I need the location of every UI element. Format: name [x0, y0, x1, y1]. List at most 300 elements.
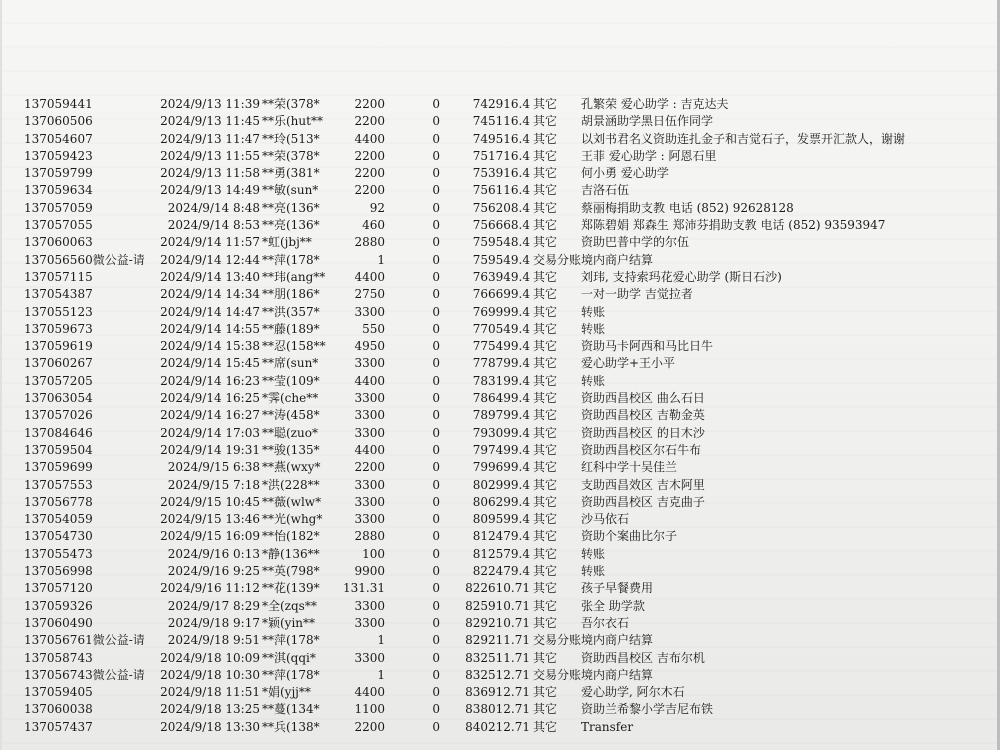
row-debit: 0 [432, 148, 440, 163]
table-row [0, 580, 1000, 597]
row-time: 2024/9/14 14:55 [160, 321, 260, 336]
row-amount: 3300 [354, 408, 385, 423]
row-category: 其它 [533, 615, 558, 630]
table-row [0, 131, 1000, 148]
row-payer: *颖(yin** [262, 615, 316, 630]
row-balance: 756208.4 [472, 200, 530, 215]
row-note: 何小勇 爱心助学 [581, 166, 669, 181]
table-row [0, 546, 1000, 563]
row-time: 2024/9/14 8:48 [167, 200, 260, 215]
table-row [0, 113, 1000, 130]
row-payer: **亮(136* [262, 218, 320, 233]
row-category: 其它 [533, 650, 558, 665]
row-note: 张全 助学款 [581, 598, 645, 613]
row-id: 137059673 [24, 321, 93, 336]
row-note: 资助西昌校区 吉克曲子 [581, 494, 705, 509]
row-time: 2024/9/13 11:45 [160, 114, 260, 129]
row-amount: 3300 [354, 425, 385, 440]
row-id: 137056743微公益-请 [24, 667, 145, 682]
row-debit: 0 [432, 425, 440, 440]
row-payer: **荣(378* [262, 148, 320, 163]
row-note: 郑陈碧娟 郑森生 郑沛芬捐助支教 电话 (852) 93593947 [581, 218, 886, 233]
row-amount: 2880 [354, 529, 385, 544]
table-row [0, 252, 1000, 269]
row-time: 2024/9/14 15:38 [160, 339, 260, 354]
row-debit: 0 [432, 287, 440, 302]
row-amount: 4400 [354, 373, 385, 388]
row-payer: **蔓(134* [262, 702, 320, 717]
row-id: 137054059 [24, 512, 93, 527]
row-balance: 822479.4 [472, 564, 530, 579]
row-balance: 745116.4 [472, 114, 530, 129]
row-balance: 751716.4 [472, 148, 530, 163]
table-row [0, 165, 1000, 182]
row-amount: 4400 [354, 269, 385, 284]
table-row [0, 650, 1000, 667]
row-note: 转账 [581, 373, 606, 388]
row-category: 其它 [533, 373, 558, 388]
row-payer: *霁(che** [262, 391, 319, 406]
row-payer: **燕(wxy* [262, 460, 321, 475]
row-balance: 840212.71 [465, 719, 530, 734]
row-id: 137060063 [24, 235, 93, 250]
table-row [0, 321, 1000, 338]
table-row [0, 684, 1000, 701]
row-payer: **亮(136* [262, 200, 320, 215]
row-category: 其它 [533, 460, 558, 475]
table-row [0, 615, 1000, 632]
row-balance: 775499.4 [472, 339, 530, 354]
row-category: 其它 [533, 408, 558, 423]
row-category: 其它 [533, 166, 558, 181]
row-id: 137055473 [24, 546, 93, 561]
row-note: 转账 [581, 564, 606, 579]
table-row [0, 719, 1000, 736]
row-payer: **玮(ang** [262, 269, 326, 284]
row-debit: 0 [432, 166, 440, 181]
row-note: 以刘书君名义资助连扎金子和吉觉石子，发票开汇款人，谢谢 [581, 131, 906, 146]
row-debit: 0 [432, 321, 440, 336]
row-category: 其它 [533, 339, 558, 354]
row-balance: 832512.71 [465, 667, 530, 682]
row-category: 其它 [533, 321, 558, 336]
row-category: 其它 [533, 564, 558, 579]
row-payer: **涛(458* [262, 408, 320, 423]
row-payer: **萍(178* [262, 252, 320, 267]
row-time: 2024/9/16 0:13 [167, 546, 260, 561]
row-note: 爱心助学, 阿尔木石 [581, 685, 685, 700]
row-debit: 0 [432, 304, 440, 319]
row-id: 137057120 [24, 581, 93, 596]
row-payer: **淇(qqi* [262, 650, 316, 665]
row-time: 2024/9/15 16:09 [160, 529, 260, 544]
row-id: 137063054 [24, 391, 93, 406]
row-debit: 0 [432, 477, 440, 492]
row-category: 其它 [533, 304, 558, 319]
row-id: 137056761微公益-请 [24, 633, 145, 648]
row-payer: **敏(sun* [262, 183, 319, 198]
row-note: 爱心助学+王小平 [581, 356, 676, 371]
row-category: 交易分账 [533, 633, 582, 648]
row-note: 支助西昌效区 吉木阿里 [581, 477, 705, 492]
row-id: 137059405 [24, 685, 93, 700]
row-balance: 809599.4 [472, 512, 530, 527]
row-balance: 756668.4 [472, 218, 530, 233]
row-amount: 3300 [354, 477, 385, 492]
row-amount: 3300 [354, 304, 385, 319]
table-row [0, 477, 1000, 494]
row-time: 2024/9/14 16:27 [160, 408, 260, 423]
row-debit: 0 [432, 97, 440, 111]
row-amount: 1 [377, 667, 385, 682]
row-payer: **藤(189* [262, 321, 320, 336]
row-amount: 460 [362, 218, 385, 233]
row-amount: 100 [362, 546, 385, 561]
row-id: 137060506 [24, 114, 93, 129]
table-row [0, 269, 1000, 286]
row-time: 2024/9/13 14:49 [160, 183, 260, 198]
row-amount: 3300 [354, 615, 385, 630]
row-balance: 812579.4 [472, 546, 530, 561]
row-amount: 4400 [354, 131, 385, 146]
row-id: 137084646 [24, 425, 93, 440]
row-time: 2024/9/14 17:03 [160, 425, 260, 440]
row-time: 2024/9/18 10:09 [160, 650, 260, 665]
row-balance: 789799.4 [472, 408, 530, 423]
row-balance: 802999.4 [472, 477, 530, 492]
row-balance: 829210.71 [465, 615, 530, 630]
table-row [0, 390, 1000, 407]
row-payer: **荣(378* [262, 97, 320, 111]
row-note: 吾尔衣石 [581, 615, 630, 630]
row-debit: 0 [432, 598, 440, 613]
row-category: 其它 [533, 287, 558, 302]
row-time: 2024/9/13 11:58 [160, 166, 260, 181]
row-category: 其它 [533, 200, 558, 215]
table-row [0, 425, 1000, 442]
row-id: 137057055 [24, 218, 93, 233]
row-id: 137059699 [24, 460, 93, 475]
table-row [0, 200, 1000, 217]
row-amount: 2750 [354, 287, 385, 302]
row-balance: 766699.4 [472, 287, 530, 302]
table-row [0, 701, 1000, 718]
row-note: 沙马依石 [581, 512, 630, 527]
row-note: 资助巴普中学的尔伍 [581, 235, 690, 250]
row-category: 其它 [533, 218, 558, 233]
row-id: 137054387 [24, 287, 93, 302]
row-balance: 742916.4 [472, 97, 530, 111]
row-debit: 0 [432, 633, 440, 648]
row-time: 2024/9/14 19:31 [160, 442, 260, 457]
row-debit: 0 [432, 581, 440, 596]
row-note: 刘玮, 支持索玛花爱心助学 (斯日石沙) [581, 269, 782, 284]
row-debit: 0 [432, 218, 440, 233]
row-time: 2024/9/14 14:34 [160, 287, 260, 302]
row-time: 2024/9/18 11:51 [160, 685, 260, 700]
row-balance: 806299.4 [472, 494, 530, 509]
row-amount: 1100 [354, 702, 385, 717]
row-note: 境内商户结算 [581, 252, 654, 267]
row-debit: 0 [432, 373, 440, 388]
row-note: 资助西昌校区 吉布尔机 [581, 650, 705, 665]
row-payer: **莹(109* [262, 373, 320, 388]
row-amount: 2200 [354, 166, 385, 181]
row-debit: 0 [432, 650, 440, 665]
row-balance: 770549.4 [472, 321, 530, 336]
row-balance: 793099.4 [472, 425, 530, 440]
row-time: 2024/9/16 11:12 [160, 581, 260, 596]
row-balance: 763949.4 [472, 269, 530, 284]
row-debit: 0 [432, 114, 440, 129]
table-row [0, 442, 1000, 459]
row-amount: 3300 [354, 356, 385, 371]
row-note: 转账 [581, 321, 606, 336]
row-balance: 759549.4 [472, 252, 530, 267]
row-category: 其它 [533, 148, 558, 163]
row-note: 资助个案曲比尔子 [581, 529, 678, 544]
row-id: 137057026 [24, 408, 93, 423]
row-amount: 2200 [354, 114, 385, 129]
row-id: 137057553 [24, 477, 93, 492]
table-row [0, 632, 1000, 649]
row-payer: **朋(186* [262, 287, 320, 302]
row-time: 2024/9/14 13:40 [160, 269, 260, 284]
row-payer: **玲(513* [262, 131, 320, 146]
row-category: 其它 [533, 529, 558, 544]
row-category: 交易分账 [533, 252, 582, 267]
row-category: 其它 [533, 546, 558, 561]
row-note: 资助西昌校区 曲么石日 [581, 391, 705, 406]
row-time: 2024/9/13 11:39 [160, 97, 260, 111]
row-amount: 4950 [354, 339, 385, 354]
row-note: 孩子早餐费用 [581, 581, 654, 596]
row-category: 其它 [533, 719, 558, 734]
row-category: 其它 [533, 598, 558, 613]
row-balance: 825910.71 [465, 598, 530, 613]
row-note: 孔繁荣 爱心助学 : 吉克达夫 [581, 97, 729, 111]
row-id: 137056560微公益-请 [24, 252, 145, 267]
row-amount: 2200 [354, 719, 385, 734]
row-amount: 3300 [354, 494, 385, 509]
row-debit: 0 [432, 512, 440, 527]
row-note: 资助兰希黎小学吉尼布铁 [581, 702, 714, 717]
row-debit: 0 [432, 408, 440, 423]
row-amount: 2880 [354, 235, 385, 250]
table-row [0, 407, 1000, 424]
row-payer: **怡(182* [262, 529, 320, 544]
row-payer: *洪(228** [262, 477, 320, 492]
row-payer: **骏(135* [262, 442, 320, 457]
row-payer: **萍(178* [262, 633, 320, 648]
row-category: 其它 [533, 356, 558, 371]
row-balance: 829211.71 [465, 633, 530, 648]
row-amount: 2200 [354, 148, 385, 163]
row-note: 资助西昌校区 的日木沙 [581, 425, 705, 440]
row-debit: 0 [432, 564, 440, 579]
row-category: 交易分账 [533, 667, 582, 682]
table-row [0, 217, 1000, 234]
table-row [0, 286, 1000, 303]
row-category: 其它 [533, 512, 558, 527]
row-amount: 3300 [354, 391, 385, 406]
row-time: 2024/9/13 11:55 [160, 148, 260, 163]
table-row [0, 182, 1000, 199]
row-balance: 812479.4 [472, 529, 530, 544]
row-time: 2024/9/17 8:29 [167, 598, 260, 613]
row-note: 资助马卡阿西和马比日牛 [581, 339, 714, 354]
row-balance: 797499.4 [472, 442, 530, 457]
row-time: 2024/9/15 13:46 [160, 512, 260, 527]
row-payer: *虹(jbj** [262, 235, 312, 250]
row-time: 2024/9/14 16:25 [160, 391, 260, 406]
row-debit: 0 [432, 235, 440, 250]
row-time: 2024/9/18 13:30 [160, 719, 260, 734]
row-balance: 832511.71 [465, 650, 530, 665]
row-time: 2024/9/16 9:25 [167, 564, 260, 579]
row-category: 其它 [533, 494, 558, 509]
row-balance: 759548.4 [472, 235, 530, 250]
row-debit: 0 [432, 615, 440, 630]
row-id: 137059634 [24, 183, 93, 198]
row-debit: 0 [432, 702, 440, 717]
table-row [0, 494, 1000, 511]
row-debit: 0 [432, 667, 440, 682]
row-balance: 783199.4 [472, 373, 530, 388]
row-id: 137060267 [24, 356, 93, 371]
row-debit: 0 [432, 391, 440, 406]
row-debit: 0 [432, 460, 440, 475]
row-payer: **席(sun* [262, 356, 319, 371]
table-row [0, 304, 1000, 321]
row-debit: 0 [432, 685, 440, 700]
row-time: 2024/9/15 10:45 [160, 494, 260, 509]
row-amount: 1 [377, 252, 385, 267]
row-category: 其它 [533, 131, 558, 146]
row-balance: 786499.4 [472, 391, 530, 406]
row-time: 2024/9/18 13:25 [160, 702, 260, 717]
row-id: 137058743 [24, 650, 93, 665]
table-row [0, 528, 1000, 545]
row-category: 其它 [533, 581, 558, 596]
row-note: 红科中学十吴佳兰 [581, 460, 678, 475]
row-debit: 0 [432, 269, 440, 284]
row-amount: 131.31 [343, 581, 385, 596]
row-payer: **光(whg* [262, 512, 323, 527]
row-id: 137057115 [24, 269, 93, 284]
row-time: 2024/9/15 6:38 [167, 460, 260, 475]
row-id: 137059504 [24, 442, 93, 457]
row-balance: 769999.4 [472, 304, 530, 319]
row-id: 137059799 [24, 166, 93, 181]
row-time: 2024/9/18 9:51 [167, 633, 260, 648]
row-debit: 0 [432, 546, 440, 561]
row-amount: 3300 [354, 650, 385, 665]
table-row [0, 511, 1000, 528]
table-row [0, 373, 1000, 390]
row-balance: 756116.4 [472, 183, 530, 198]
row-note: 转账 [581, 546, 606, 561]
row-payer: **英(798* [262, 564, 320, 579]
row-note: 胡景涵助学黑日伍作同学 [581, 114, 714, 129]
row-time: 2024/9/15 7:18 [167, 477, 260, 492]
row-id: 137054730 [24, 529, 93, 544]
row-amount: 2200 [354, 460, 385, 475]
row-amount: 3300 [354, 598, 385, 613]
row-category: 其它 [533, 685, 558, 700]
row-balance: 836912.71 [465, 685, 530, 700]
row-balance: 838012.71 [465, 702, 530, 717]
row-time: 2024/9/14 15:45 [160, 356, 260, 371]
row-id: 137059326 [24, 598, 93, 613]
row-time: 2024/9/14 16:23 [160, 373, 260, 388]
row-amount: 3300 [354, 512, 385, 527]
row-category: 其它 [533, 425, 558, 440]
row-category: 其它 [533, 269, 558, 284]
row-debit: 0 [432, 719, 440, 734]
row-amount: 92 [369, 200, 385, 215]
row-note: 资助西昌校区 吉勒金英 [581, 408, 705, 423]
row-debit: 0 [432, 200, 440, 215]
ledger-table [0, 96, 1000, 736]
row-id: 137059441 [24, 97, 93, 111]
row-payer: **忍(158** [262, 339, 326, 354]
row-category: 其它 [533, 183, 558, 198]
row-payer: **薇(wlw* [262, 494, 322, 509]
row-category: 其它 [533, 97, 558, 111]
row-debit: 0 [432, 494, 440, 509]
row-debit: 0 [432, 442, 440, 457]
table-row [0, 598, 1000, 615]
row-payer: **萍(178* [262, 667, 320, 682]
row-note: 一对一助学 吉觉拉者 [581, 287, 693, 302]
table-row [0, 96, 1000, 113]
row-category: 其它 [533, 235, 558, 250]
row-category: 其它 [533, 442, 558, 457]
table-row [0, 459, 1000, 476]
row-debit: 0 [432, 183, 440, 198]
row-category: 其它 [533, 391, 558, 406]
row-payer: **兵(138* [262, 719, 320, 734]
row-balance: 799699.4 [472, 460, 530, 475]
row-id: 137059423 [24, 148, 93, 163]
row-time: 2024/9/14 11:57 [160, 235, 260, 250]
row-payer: *静(136** [262, 546, 320, 561]
row-time: 2024/9/18 10:30 [160, 667, 260, 682]
row-time: 2024/9/14 12:44 [160, 252, 260, 267]
row-debit: 0 [432, 131, 440, 146]
row-note: Transfer [581, 719, 634, 734]
row-time: 2024/9/14 8:53 [167, 218, 260, 233]
row-category: 其它 [533, 114, 558, 129]
row-note: 转账 [581, 304, 606, 319]
row-category: 其它 [533, 702, 558, 717]
row-note: 资助西昌校区尔石牛布 [581, 442, 702, 457]
row-balance: 753916.4 [472, 166, 530, 181]
row-id: 137054607 [24, 131, 93, 146]
row-note: 境内商户结算 [581, 633, 654, 648]
row-payer: **花(139* [262, 581, 320, 596]
row-id: 137060490 [24, 615, 93, 630]
row-amount: 550 [362, 321, 385, 336]
table-row [0, 667, 1000, 684]
row-time: 2024/9/13 11:47 [160, 131, 260, 146]
row-note: 境内商户结算 [581, 667, 654, 682]
row-balance: 778799.4 [472, 356, 530, 371]
row-id: 137057205 [24, 373, 93, 388]
row-id: 137060038 [24, 702, 93, 717]
table-row [0, 338, 1000, 355]
